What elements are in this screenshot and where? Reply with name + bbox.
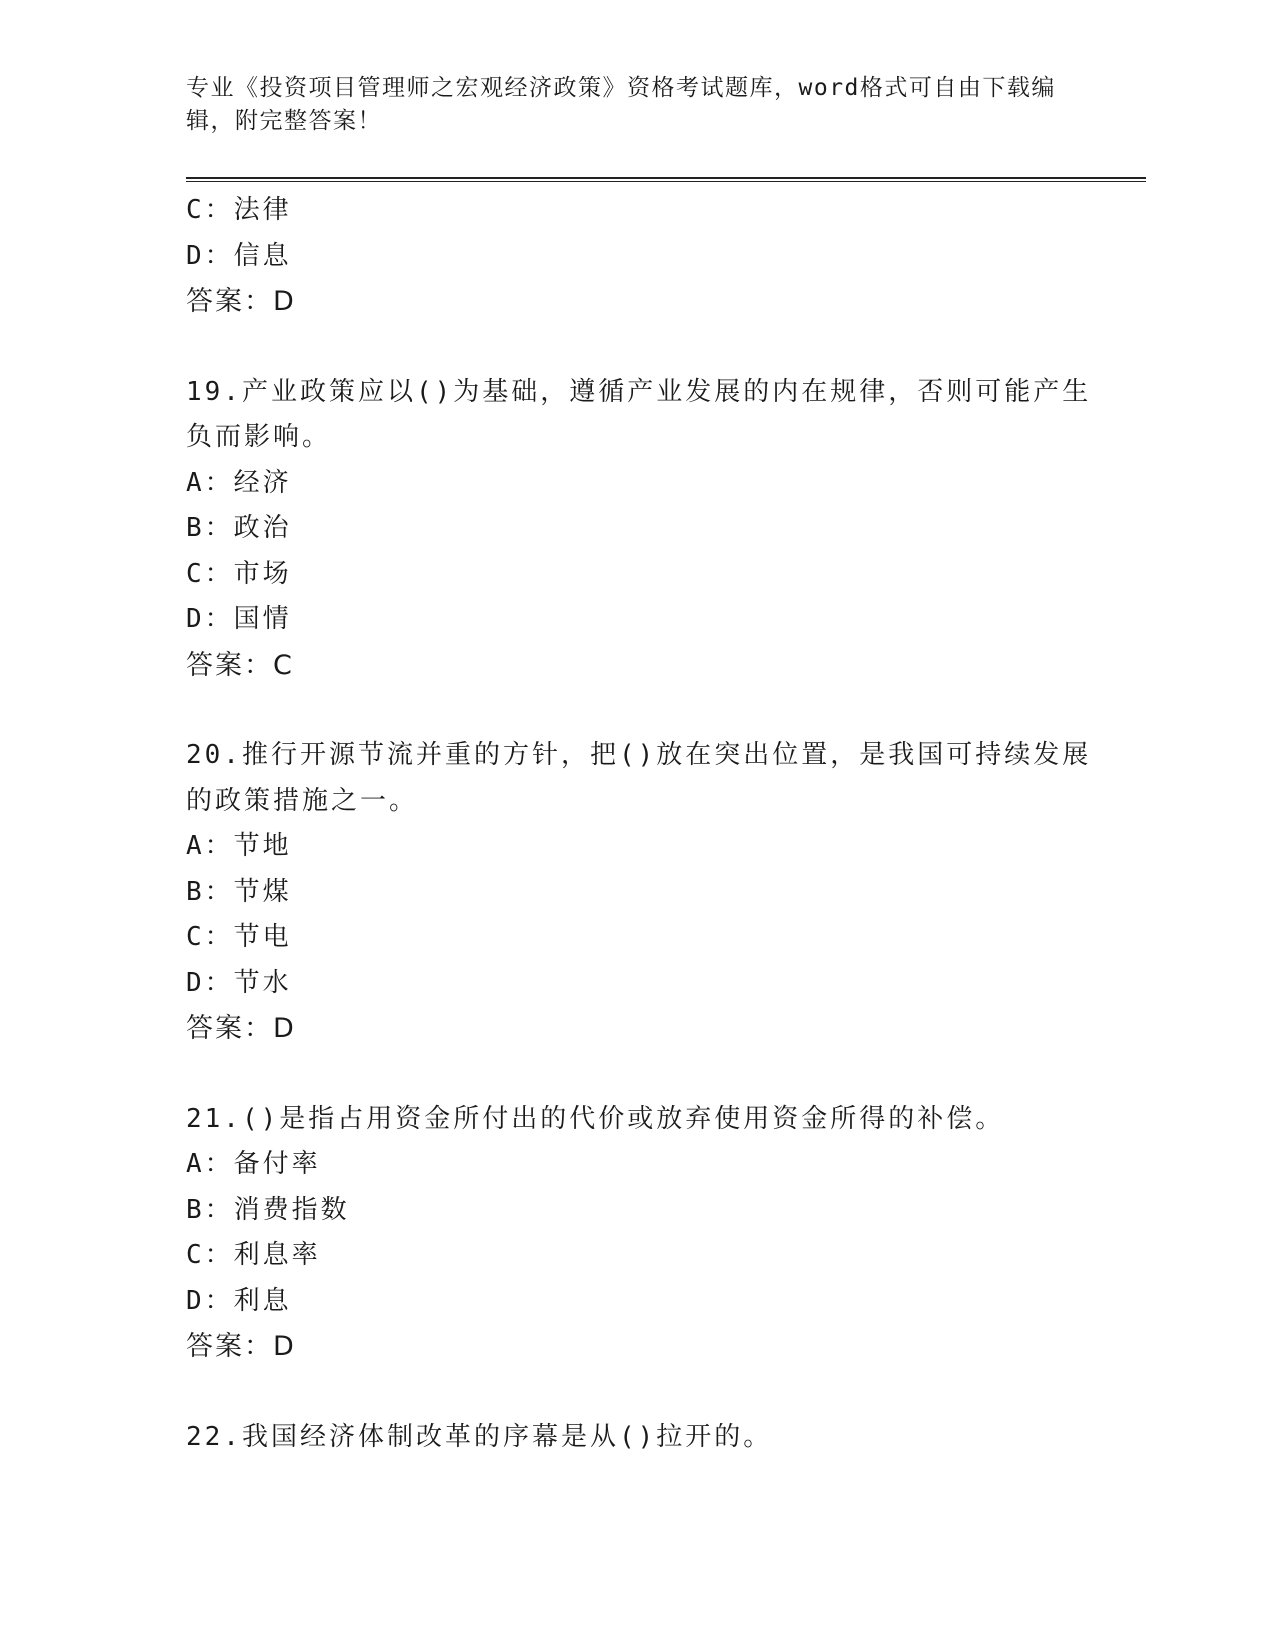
- question-22: [186, 1415, 1086, 1461]
- answer-line: 答案：D: [186, 1013, 296, 1044]
- option-c: C：市场: [186, 558, 292, 589]
- header-line-1: 专业《投资项目管理师之宏观经济政策》资格考试题库，word格式可自由下载编: [186, 75, 1056, 101]
- answer-line: 答案：D: [186, 286, 296, 317]
- answer-line: 答案：D: [186, 1331, 296, 1362]
- question-text-line-1: 19.产业政策应以()为基础，遵循产业发展的内在规律，否则可能产生: [186, 376, 1092, 407]
- question-text-line-2: 的政策措施之一。: [186, 785, 419, 816]
- option-c: C：节电: [186, 922, 292, 952]
- header-line-2: 辑，附完整答案！: [186, 108, 382, 134]
- option-a: A：节地: [186, 831, 292, 861]
- option-c: C：利息率: [186, 1240, 321, 1270]
- option-b: B：政治: [186, 513, 292, 543]
- question-text-line-1: 21.()是指占用资金所付出的代价或放弃使用资金所得的补偿。: [186, 1103, 1005, 1134]
- header-divider-thin: [186, 181, 1146, 182]
- question-20: [186, 733, 1092, 1052]
- option-b: B：节煤: [186, 876, 292, 907]
- option-c: C：法律: [186, 195, 292, 225]
- question-text-line-2: 负而影响。: [186, 422, 332, 452]
- page-header: [186, 72, 1066, 138]
- answer-line: 答案：C: [186, 649, 294, 681]
- option-d: D：国情: [186, 604, 292, 634]
- option-b: B：消费指数: [186, 1194, 350, 1225]
- option-d: D：利息: [186, 1285, 292, 1316]
- question-text-line-1: 22.我国经济体制改革的序幕是从()拉开的。: [186, 1421, 773, 1452]
- question-19: [186, 370, 1092, 689]
- question-21: [186, 1097, 1086, 1370]
- question-content: [186, 188, 1092, 1460]
- option-d: D：信息: [186, 240, 292, 271]
- option-d: D：节水: [186, 967, 292, 998]
- option-a: A：经济: [186, 467, 292, 498]
- header-divider-thick: [186, 177, 1146, 179]
- option-a: A：备付率: [186, 1149, 321, 1179]
- question-text-line-1: 20.推行开源节流并重的方针，把()放在突出位置，是我国可持续发展: [186, 740, 1092, 770]
